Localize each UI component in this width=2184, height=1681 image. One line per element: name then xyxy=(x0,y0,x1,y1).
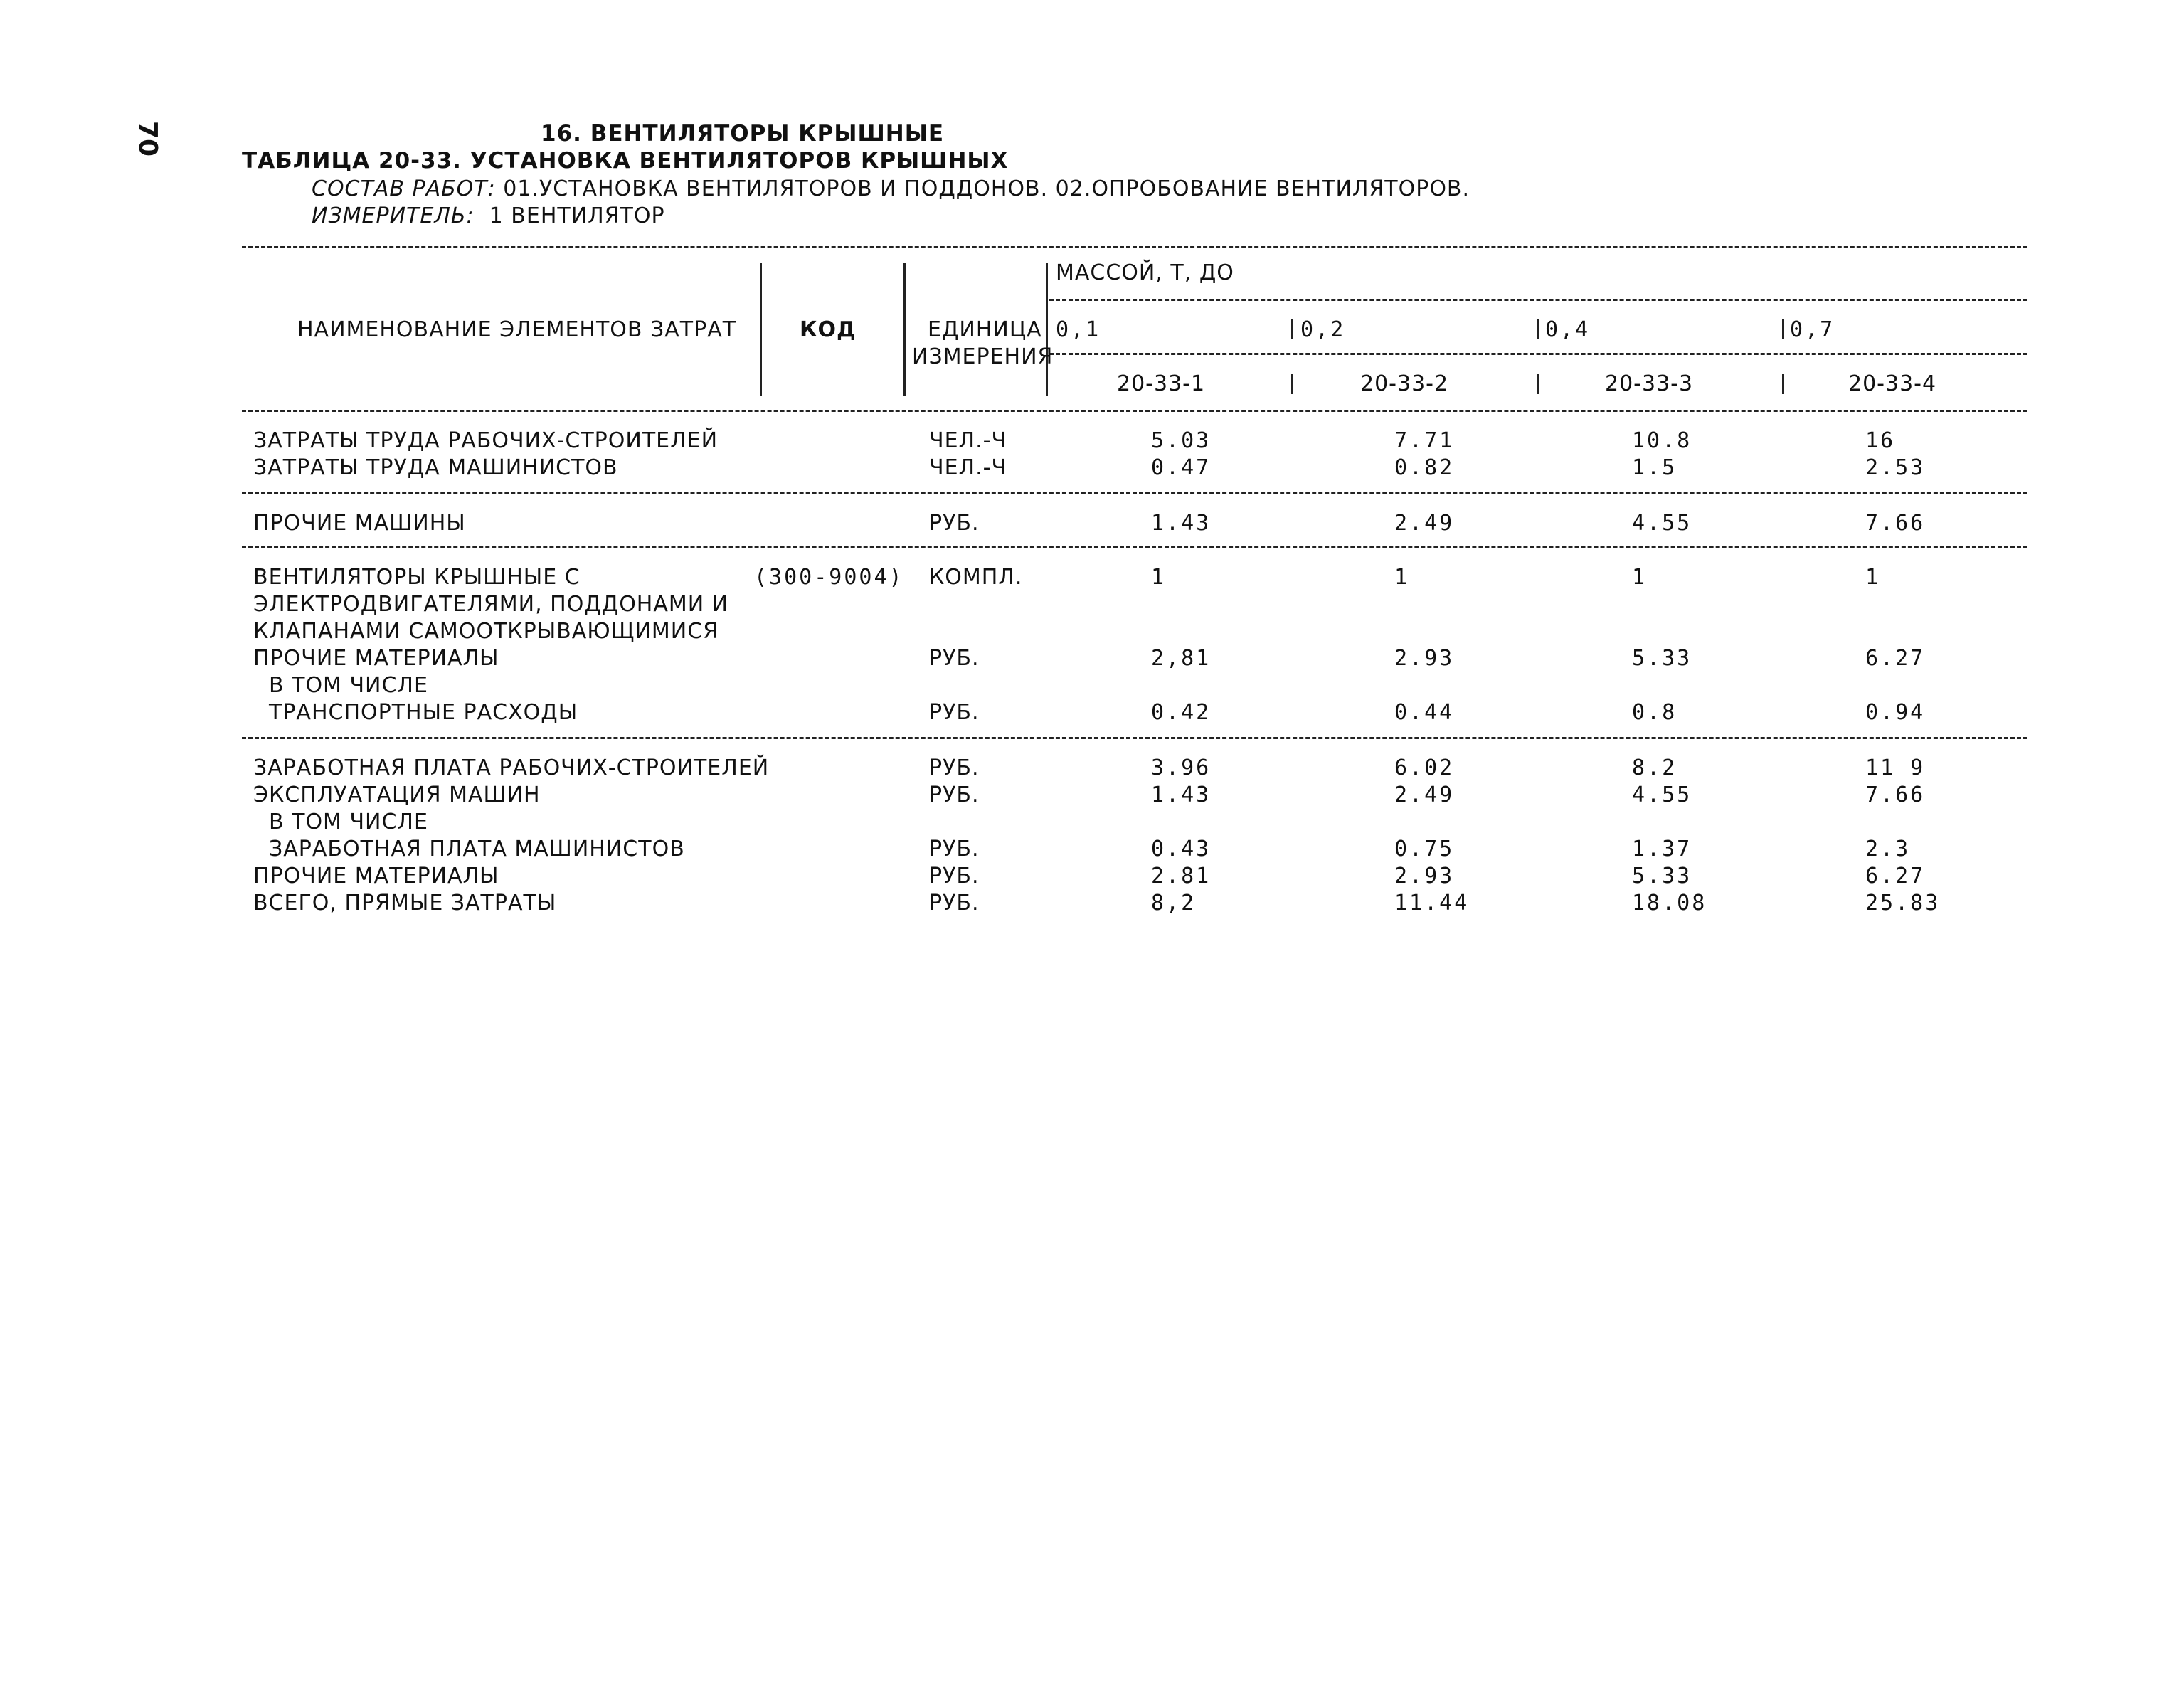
rule-values xyxy=(1049,353,2027,355)
row-name: ЗАТРАТЫ ТРУДА МАШИНИСТОВ xyxy=(253,455,618,480)
row-code: (300-9004) xyxy=(754,565,904,590)
row-value: 8.2 xyxy=(1632,755,1677,780)
row-value: 0.75 xyxy=(1394,837,1455,861)
row-name: ВЕНТИЛЯТОРЫ КРЫШНЫЕ С xyxy=(253,565,581,590)
page-number: 70 xyxy=(133,121,162,157)
mass-value-2: 0,2 xyxy=(1300,317,1346,342)
row-unit: ЧЕЛ.-Ч xyxy=(929,428,1007,453)
row-value: 0.43 xyxy=(1151,837,1212,861)
rule-header-bottom xyxy=(242,410,2027,412)
vsep-mass-2 xyxy=(1291,319,1293,339)
row-value: 7.66 xyxy=(1865,783,1926,807)
rule-mass xyxy=(1049,299,2027,301)
row-value: 1 xyxy=(1865,565,1881,590)
vsep-mass-3 xyxy=(1537,319,1539,339)
row-value: 1 xyxy=(1394,565,1410,590)
row-value: 1.5 xyxy=(1632,455,1677,480)
rule-top xyxy=(242,246,2027,248)
row-name: ПРОЧИЕ МАТЕРИАЛЫ xyxy=(253,646,499,671)
row-value: 0.44 xyxy=(1394,700,1455,725)
row-name: ТРАНСПОРТНЫЕ РАСХОДЫ xyxy=(269,700,578,725)
work-label: СОСТАВ РАБОТ: xyxy=(312,176,496,201)
row-name: ЗАРАБОТНАЯ ПЛАТА МАШИНИСТОВ xyxy=(269,837,685,861)
table-title: ТАБЛИЦА 20-33. УСТАНОВКА ВЕНТИЛЯТОРОВ КРЫШНЫХ xyxy=(242,148,1009,174)
rule-group1 xyxy=(242,492,2027,494)
row-value: 3.96 xyxy=(1151,755,1212,780)
row-value: 25.83 xyxy=(1865,891,1941,916)
row-unit: РУБ. xyxy=(929,783,980,807)
row-value: 2.93 xyxy=(1394,646,1455,671)
row-unit: РУБ. xyxy=(929,891,980,916)
row-value: 6.27 xyxy=(1865,864,1926,889)
row-value: 1.43 xyxy=(1151,511,1212,536)
vsep-code-4 xyxy=(1782,374,1784,394)
row-value: 4.55 xyxy=(1632,511,1692,536)
row-unit: РУБ. xyxy=(929,755,980,780)
row-value: 2.3 xyxy=(1865,837,1911,861)
row-unit: РУБ. xyxy=(929,864,980,889)
row-name: ВСЕГО, ПРЯМЫЕ ЗАТРАТЫ xyxy=(253,891,557,916)
row-value: 1.37 xyxy=(1632,837,1692,861)
work-text: 01.УСТАНОВКА ВЕНТИЛЯТОРОВ И ПОДДОНОВ. 02.ОПРОБОВАНИЕ ВЕНТИЛЯТОРОВ. xyxy=(503,176,1470,201)
code-col-1: 20-33-1 xyxy=(1117,371,1206,396)
row-value: 5.03 xyxy=(1151,428,1212,453)
row-value: 6.27 xyxy=(1865,646,1926,671)
row-value: 1.43 xyxy=(1151,783,1212,807)
row-value: 2.49 xyxy=(1394,511,1455,536)
vsep-code-3 xyxy=(1537,374,1539,394)
vsep-unit xyxy=(1046,263,1048,396)
vsep-code-2 xyxy=(1291,374,1293,394)
row-unit: РУБ. xyxy=(929,837,980,861)
vsep-mass-4 xyxy=(1782,319,1784,339)
row-value: 0.82 xyxy=(1394,455,1455,480)
row-value: 0.8 xyxy=(1632,700,1677,725)
row-name: В ТОМ ЧИСЛЕ xyxy=(269,810,428,834)
row-value: 0.42 xyxy=(1151,700,1212,725)
mass-value-3: 0,4 xyxy=(1545,317,1591,342)
row-value: 0.94 xyxy=(1865,700,1926,725)
header-code: КОД xyxy=(800,317,857,342)
row-value: 4.55 xyxy=(1632,783,1692,807)
row-value: 2.93 xyxy=(1394,864,1455,889)
row-value: 2.49 xyxy=(1394,783,1455,807)
row-value: 5.33 xyxy=(1632,646,1692,671)
vsep-name xyxy=(760,263,762,396)
header-mass: МАССОЙ, Т, ДО xyxy=(1056,260,1234,285)
row-value: 2.81 xyxy=(1151,864,1212,889)
header-unit-2: ИЗМЕРЕНИЯ xyxy=(912,344,1054,369)
code-col-4: 20-33-4 xyxy=(1848,371,1937,396)
row-name: ЗАРАБОТНАЯ ПЛАТА РАБОЧИХ-СТРОИТЕЛЕЙ xyxy=(253,755,770,780)
row-unit: КОМПЛ. xyxy=(929,565,1023,590)
code-col-3: 20-33-3 xyxy=(1605,371,1694,396)
header-name: НАИМЕНОВАНИЕ ЭЛЕМЕНТОВ ЗАТРАТ xyxy=(297,317,737,342)
unit-text: 1 ВЕНТИЛЯТОР xyxy=(489,203,665,228)
header-unit-1: ЕДИНИЦА xyxy=(928,317,1042,342)
section-title: 16. ВЕНТИЛЯТОРЫ КРЫШНЫЕ xyxy=(541,121,945,147)
row-value: 16 xyxy=(1865,428,1896,453)
row-value: 1 xyxy=(1632,565,1648,590)
row-name: КЛАПАНАМИ САМООТКРЫВАЮЩИМИСЯ xyxy=(253,619,719,644)
vsep-code xyxy=(903,263,906,396)
row-value: 7.71 xyxy=(1394,428,1455,453)
row-value: 10.8 xyxy=(1632,428,1692,453)
rule-group3 xyxy=(242,737,2027,739)
row-value: 7.66 xyxy=(1865,511,1926,536)
row-name: ПРОЧИЕ МАШИНЫ xyxy=(253,511,466,536)
row-value: 18.08 xyxy=(1632,891,1707,916)
row-name: ЗАТРАТЫ ТРУДА РАБОЧИХ-СТРОИТЕЛЕЙ xyxy=(253,428,719,453)
row-value: 8,2 xyxy=(1151,891,1197,916)
row-value: 11 9 xyxy=(1865,755,1926,780)
row-value: 0.47 xyxy=(1151,455,1212,480)
row-value: 2.53 xyxy=(1865,455,1926,480)
row-name: ЭЛЕКТРОДВИГАТЕЛЯМИ, ПОДДОНАМИ И xyxy=(253,592,729,617)
row-name: В ТОМ ЧИСЛЕ xyxy=(269,673,428,698)
rule-group2 xyxy=(242,546,2027,548)
mass-value-4: 0,7 xyxy=(1790,317,1835,342)
unit-of-measure xyxy=(312,203,665,228)
mass-value-1: 0,1 xyxy=(1056,317,1101,342)
row-name: ПРОЧИЕ МАТЕРИАЛЫ xyxy=(253,864,499,889)
row-unit: РУБ. xyxy=(929,646,980,671)
row-unit: РУБ. xyxy=(929,511,980,536)
work-composition xyxy=(312,176,1470,201)
row-value: 2,81 xyxy=(1151,646,1212,671)
unit-label: ИЗМЕРИТЕЛЬ: xyxy=(312,203,475,228)
row-value: 5.33 xyxy=(1632,864,1692,889)
row-value: 1 xyxy=(1151,565,1167,590)
code-col-2: 20-33-2 xyxy=(1360,371,1449,396)
row-unit: ЧЕЛ.-Ч xyxy=(929,455,1007,480)
row-value: 11.44 xyxy=(1394,891,1470,916)
row-value: 6.02 xyxy=(1394,755,1455,780)
row-name: ЭКСПЛУАТАЦИЯ МАШИН xyxy=(253,783,541,807)
row-unit: РУБ. xyxy=(929,700,980,725)
